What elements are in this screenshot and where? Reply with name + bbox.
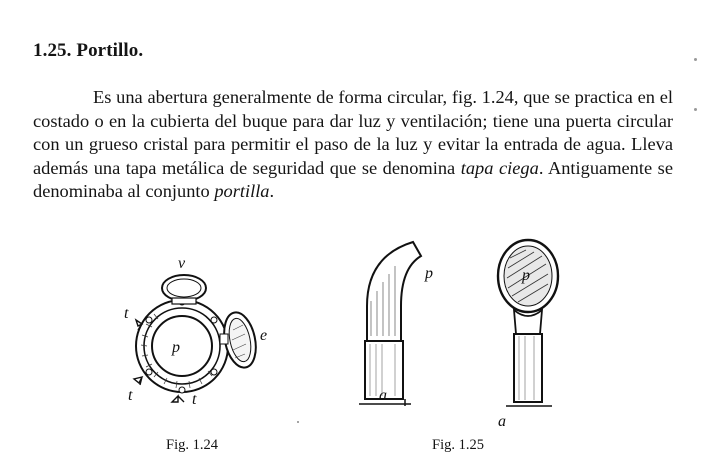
label-t: t <box>128 387 133 404</box>
ventilator-front-illustration <box>486 236 576 431</box>
margin-mark <box>694 108 697 111</box>
paragraph-text-1: Es una abertura generalmente de forma circular, fig. 1.24, que se practica en el costado o en la cubierta del buque para dar luz y ventilación; tiene una puerta circular con un grueso cristal para permitir el paso de la luz y evitar la entrada de agua. Lleva además una tapa metálica de seguridad que se denomina <box>33 87 673 178</box>
scan-speck <box>297 421 299 423</box>
body-paragraph <box>33 86 673 204</box>
label-p: p <box>172 339 180 356</box>
label-p: p <box>425 265 433 282</box>
label-t: t <box>124 305 129 322</box>
figure-caption: Fig. 1.24 <box>166 437 218 453</box>
label-a: a <box>379 387 387 404</box>
section-heading <box>33 40 143 62</box>
section-title: Portillo. <box>76 40 144 61</box>
figure-caption: Fig. 1.25 <box>432 437 484 453</box>
ventilator-side-illustration <box>355 236 450 416</box>
porthole-illustration <box>112 250 282 410</box>
term-tapa-ciega: tapa ciega <box>460 157 539 178</box>
margin-mark <box>694 58 697 61</box>
section-number: 1.25. <box>33 40 72 61</box>
label-v: v <box>178 255 186 272</box>
paragraph-text-2: . Antiguamente se denominaba al conjunto <box>33 157 673 202</box>
paragraph-text-3: . <box>269 181 275 202</box>
label-p: p <box>522 267 530 284</box>
label-e: e <box>260 327 268 344</box>
label-t: t <box>192 391 197 408</box>
term-portilla: portilla <box>214 181 270 202</box>
label-a: a <box>498 413 506 430</box>
